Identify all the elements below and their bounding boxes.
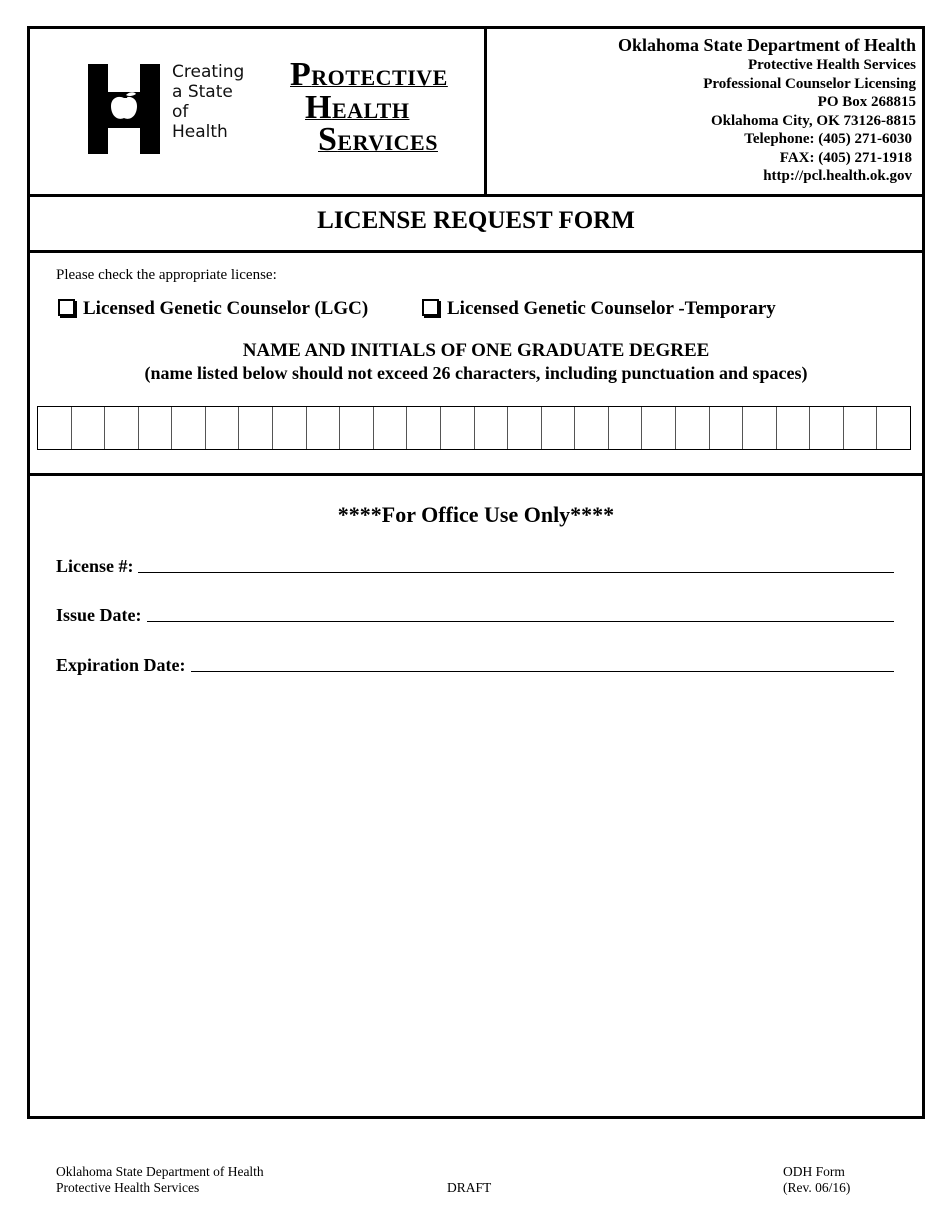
title-divider <box>30 250 922 253</box>
checkbox-lgc-temporary[interactable] <box>422 299 439 316</box>
agency-address <box>618 34 916 186</box>
header-divider <box>30 194 922 197</box>
degree-instructions <box>30 340 922 384</box>
program-name-line-1: PROTECTIVE <box>290 56 448 93</box>
degree-note: (name listed below should not exceed 26 characters, including punctuation and spaces) <box>144 363 808 383</box>
degree-char-box[interactable] <box>475 407 509 449</box>
issue-date-label: Issue Date: <box>56 605 142 625</box>
footer-left <box>56 1164 264 1196</box>
degree-character-boxes[interactable] <box>37 406 911 450</box>
footer-revision: (Rev. 06/16) <box>783 1180 851 1195</box>
agency-program: Professional Counselor Licensing <box>703 75 916 92</box>
degree-char-box[interactable] <box>340 407 374 449</box>
degree-char-box[interactable] <box>642 407 676 449</box>
agency-website[interactable]: http://pcl.health.ok.gov <box>763 168 912 184</box>
issue-date-field[interactable] <box>56 605 894 626</box>
tagline-line-3: of Health <box>172 102 228 142</box>
checkbox-lgc[interactable] <box>58 299 75 316</box>
degree-char-box[interactable] <box>877 407 910 449</box>
expiration-date-field[interactable] <box>56 655 894 676</box>
option-lgc[interactable] <box>58 298 368 320</box>
tagline-line-2: a State <box>172 82 233 102</box>
degree-char-box[interactable] <box>710 407 744 449</box>
degree-heading: NAME AND INITIALS OF ONE GRADUATE DEGREE <box>242 340 710 361</box>
footer-division: Protective Health Services <box>56 1180 200 1195</box>
degree-char-box[interactable] <box>777 407 811 449</box>
degree-char-box[interactable] <box>239 407 273 449</box>
footer-org: Oklahoma State Department of Health <box>56 1164 264 1179</box>
program-name-line-2: HEALTH <box>305 89 410 126</box>
agency-city: Oklahoma City, OK 73126-8815 <box>710 112 916 129</box>
degree-char-box[interactable] <box>609 407 643 449</box>
degree-char-box[interactable] <box>172 407 206 449</box>
agency-fax: FAX: (405) 271-1918 <box>779 149 912 166</box>
degree-char-box[interactable] <box>441 407 475 449</box>
license-number-label: License #: <box>56 556 134 576</box>
degree-char-box[interactable] <box>676 407 710 449</box>
form-title: LICENSE REQUEST FORM <box>317 207 635 234</box>
tagline-line-1: Creating <box>172 62 245 82</box>
program-name-line-3: SERVICES <box>318 121 438 158</box>
degree-char-box[interactable] <box>139 407 173 449</box>
degree-char-box[interactable] <box>273 407 307 449</box>
header-vertical-divider <box>484 29 487 194</box>
degree-char-box[interactable] <box>575 407 609 449</box>
logo-tagline <box>172 62 246 142</box>
expiration-date-line[interactable] <box>191 670 895 672</box>
degree-char-box[interactable] <box>542 407 576 449</box>
option-lgc-temporary-label: Licensed Genetic Counselor -Temporary <box>447 298 776 319</box>
license-instruction: Please check the appropriate license: <box>56 267 277 283</box>
degree-char-box[interactable] <box>105 407 139 449</box>
degree-char-box[interactable] <box>206 407 240 449</box>
issue-date-line[interactable] <box>147 620 895 622</box>
option-lgc-label: Licensed Genetic Counselor (LGC) <box>83 298 369 319</box>
office-use-title: ****For Office Use Only**** <box>337 502 615 527</box>
apple-h-icon <box>86 62 166 158</box>
license-number-line[interactable] <box>138 571 894 573</box>
footer-right <box>783 1164 850 1196</box>
agency-division: Protective Health Services <box>748 57 916 73</box>
degree-char-box[interactable] <box>307 407 341 449</box>
degree-char-box[interactable] <box>407 407 441 449</box>
agency-po-box: PO Box 268815 <box>817 94 916 110</box>
odh-logo <box>86 62 246 162</box>
degree-char-box[interactable] <box>374 407 408 449</box>
degree-char-box[interactable] <box>743 407 777 449</box>
option-lgc-temporary[interactable] <box>422 298 776 320</box>
agency-telephone: Telephone: (405) 271-6030 <box>744 131 912 147</box>
degree-char-box[interactable] <box>508 407 542 449</box>
degree-char-box[interactable] <box>72 407 106 449</box>
section-divider <box>30 473 922 476</box>
footer-form-name: ODH Form <box>783 1164 845 1179</box>
agency-name: Oklahoma State Department of Health <box>618 35 916 55</box>
degree-char-box[interactable] <box>810 407 844 449</box>
degree-char-box[interactable] <box>844 407 878 449</box>
license-number-field[interactable] <box>56 556 894 577</box>
expiration-date-label: Expiration Date: <box>56 655 186 675</box>
footer-draft: DRAFT <box>447 1180 492 1195</box>
degree-char-box[interactable] <box>38 407 72 449</box>
